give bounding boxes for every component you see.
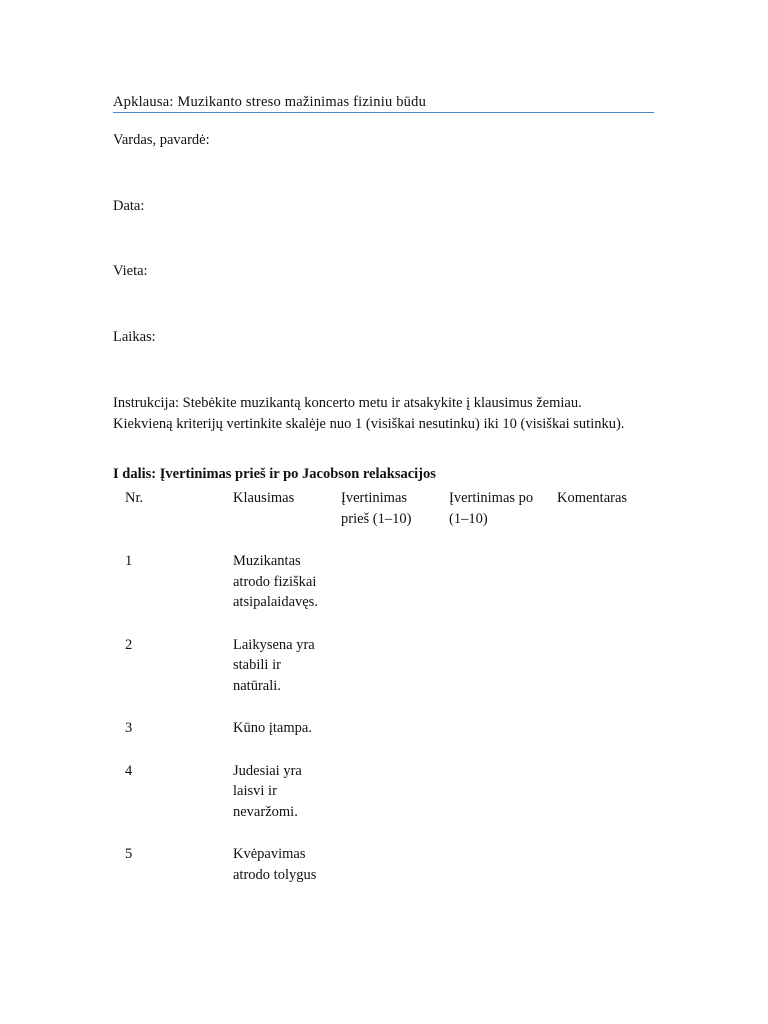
time-field-label: Laikas: [113,329,156,345]
column-header-comment: Komentaras [557,490,628,506]
table-row [113,635,667,719]
place-field-label: Vieta: [113,263,148,279]
row-before-score [329,718,437,761]
row-before-score [329,551,437,635]
row-question: Muzikantas atrodo fiziškai atsipalaidavęs. [233,553,318,610]
row-question: Kūno įtampa. [233,720,312,736]
row-question: Kvėpavimas atrodo tolygus [233,846,317,883]
table-header-row [113,488,667,551]
instruction-text [113,393,673,434]
table-row [113,844,667,907]
row-after-score [437,761,545,845]
row-before-score [329,761,437,845]
column-header-after: Įvertinimas po (1–10) [449,490,534,527]
row-comment [545,635,667,719]
row-number: 3 [125,720,133,736]
row-comment [545,718,667,761]
table-row [113,551,667,635]
name-field-label: Vardas, pavardė: [113,132,210,148]
row-question: Laikysena yra stabili ir natūrali. [233,636,315,694]
row-before-score [329,635,437,719]
section-title: I dalis: Įvertinimas prieš ir po Jacobson relaksacijos [113,466,436,482]
column-header-question: Klausimas [233,490,295,506]
table-row [113,761,667,845]
row-comment [545,844,667,907]
column-header-nr: Nr. [125,490,144,506]
row-number: 2 [125,636,133,653]
survey-table [113,488,667,907]
row-after-score [437,844,545,907]
row-after-score [437,718,545,761]
row-question: Judesiai yra laisvi ir nevaržomi. [233,762,302,820]
instruction-line-1: Instrukcija: Stebėkite muzikantą koncerto metu ir atsakykite į klausimus žemiau. [113,395,582,411]
row-number: 1 [125,553,133,569]
row-number: 4 [125,762,133,779]
row-comment [545,761,667,845]
document-title: Apklausa: Muzikanto streso mažinimas fiziniu būdu [113,93,654,113]
row-after-score [437,635,545,719]
row-comment [545,551,667,635]
column-header-before: Įvertinimas prieš (1–10) [341,490,412,527]
instruction-line-2: Kiekvieną kriterijų vertinkite skalėje nuo 1 (visiškai nesutinku) iki 10 (visiškai sutinku). [113,415,625,432]
date-field-label: Data: [113,198,145,214]
row-before-score [329,844,437,907]
row-number: 5 [125,846,133,862]
table-row [113,718,667,761]
row-after-score [437,551,545,635]
